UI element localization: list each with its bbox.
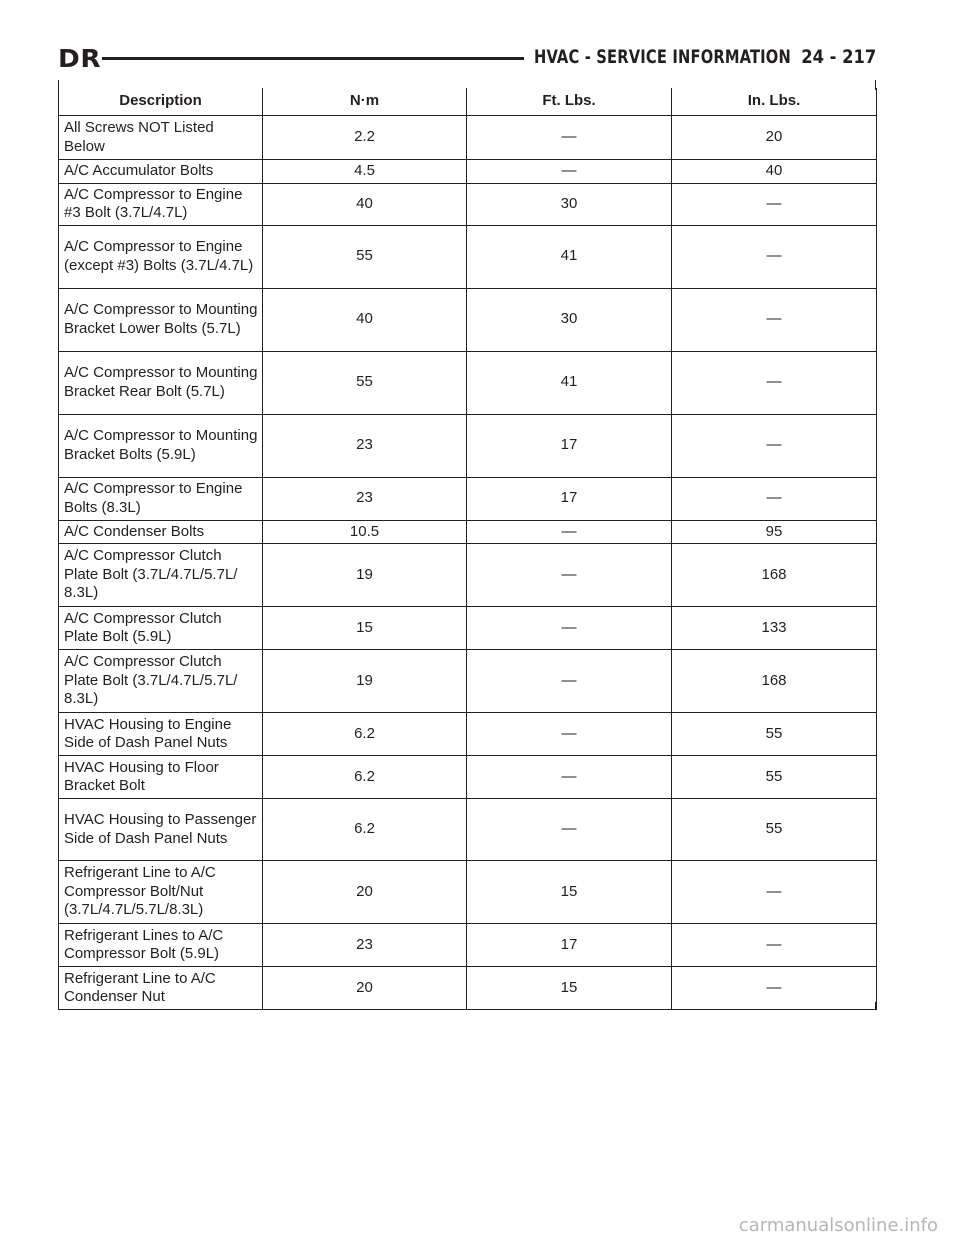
cell-ft-lbs: 17 (467, 414, 672, 477)
table-row (59, 924, 877, 967)
cell-description: HVAC Housing to Passenger Side of Dash Panel Nuts (59, 799, 263, 861)
cell-nm: 15 (263, 607, 467, 650)
cell-ft-lbs: — (467, 756, 672, 799)
cell-in-lbs: — (672, 351, 877, 414)
cell-description: A/C Compressor Clutch Plate Bolt (3.7L/4.7L/5.7L/ 8.3L) (59, 650, 263, 713)
cell-description: HVAC Housing to Floor Bracket Bolt (59, 756, 263, 799)
cell-ft-lbs: 17 (467, 477, 672, 520)
column-header-nm: N·m (263, 88, 467, 116)
cell-description: HVAC Housing to Engine Side of Dash Panel Nuts (59, 713, 263, 756)
cell-nm: 23 (263, 477, 467, 520)
cell-nm: 55 (263, 351, 467, 414)
cell-in-lbs: 20 (672, 116, 877, 160)
cell-in-lbs: 168 (672, 544, 877, 607)
cell-description: A/C Compressor Clutch Plate Bolt (5.9L) (59, 607, 263, 650)
table-row (59, 756, 877, 799)
column-tick (262, 1002, 263, 1010)
table-row (59, 799, 877, 861)
torque-spec-table (58, 88, 877, 1010)
cell-ft-lbs: 30 (467, 288, 672, 351)
table-row (59, 288, 877, 351)
table-row (59, 650, 877, 713)
cell-in-lbs: 95 (672, 520, 877, 544)
cell-in-lbs: — (672, 861, 877, 924)
column-tick (58, 1002, 59, 1010)
cell-nm: 20 (263, 967, 467, 1010)
cell-nm: 19 (263, 544, 467, 607)
cell-nm: 40 (263, 288, 467, 351)
cell-description: All Screws NOT Listed Below (59, 116, 263, 160)
cell-in-lbs: — (672, 967, 877, 1010)
cell-in-lbs: — (672, 414, 877, 477)
cell-in-lbs: 55 (672, 799, 877, 861)
table-row (59, 713, 877, 756)
header-rule (102, 57, 524, 60)
cell-description: A/C Accumulator Bolts (59, 160, 263, 184)
cell-nm: 40 (263, 183, 467, 225)
cell-description: A/C Compressor Clutch Plate Bolt (3.7L/4.7L/5.7L/ 8.3L) (59, 544, 263, 607)
section-title: HVAC - SERVICE INFORMATION (534, 46, 791, 68)
cell-in-lbs: 55 (672, 756, 877, 799)
table-row (59, 414, 877, 477)
cell-nm: 2.2 (263, 116, 467, 160)
cell-in-lbs: — (672, 183, 877, 225)
cell-nm: 10.5 (263, 520, 467, 544)
cell-ft-lbs: 30 (467, 183, 672, 225)
table-row (59, 520, 877, 544)
table-row (59, 477, 877, 520)
table-row (59, 351, 877, 414)
cell-description: A/C Condenser Bolts (59, 520, 263, 544)
cell-description: A/C Compressor to Mounting Bracket Rear Bolt (5.7L) (59, 351, 263, 414)
cell-ft-lbs: — (467, 713, 672, 756)
cell-nm: 6.2 (263, 756, 467, 799)
cell-ft-lbs: — (467, 650, 672, 713)
cell-in-lbs: — (672, 288, 877, 351)
cell-ft-lbs: — (467, 160, 672, 184)
cell-in-lbs: 55 (672, 713, 877, 756)
cell-ft-lbs: 15 (467, 967, 672, 1010)
cell-nm: 19 (263, 650, 467, 713)
cell-description: Refrigerant Line to A/C Condenser Nut (59, 967, 263, 1010)
column-header-description: Description (59, 88, 263, 116)
cell-description: A/C Compressor to Mounting Bracket Bolts (5.9L) (59, 414, 263, 477)
cell-in-lbs: 168 (672, 650, 877, 713)
cell-description: Refrigerant Lines to A/C Compressor Bolt (5.9L) (59, 924, 263, 967)
cell-description: Refrigerant Line to A/C Compressor Bolt/Nut (3.7L/4.7L/5.7L/8.3L) (59, 861, 263, 924)
cell-nm: 23 (263, 414, 467, 477)
cell-nm: 23 (263, 924, 467, 967)
table-row (59, 607, 877, 650)
cell-in-lbs: 133 (672, 607, 877, 650)
table-bottom-ticks (58, 1002, 876, 1010)
column-header-ft-lbs: Ft. Lbs. (467, 88, 672, 116)
model-code: DR (58, 44, 102, 73)
cell-ft-lbs: — (467, 520, 672, 544)
page-header (58, 40, 876, 76)
cell-description: A/C Compressor to Engine #3 Bolt (3.7L/4.7L) (59, 183, 263, 225)
table-row (59, 861, 877, 924)
cell-in-lbs: 40 (672, 160, 877, 184)
cell-description: A/C Compressor to Engine Bolts (8.3L) (59, 477, 263, 520)
cell-description: A/C Compressor to Engine (except #3) Bolts (3.7L/4.7L) (59, 225, 263, 288)
cell-nm: 6.2 (263, 713, 467, 756)
column-header-in-lbs: In. Lbs. (672, 88, 877, 116)
table-row (59, 225, 877, 288)
column-tick (875, 1002, 876, 1010)
cell-in-lbs: — (672, 225, 877, 288)
table-row (59, 544, 877, 607)
cell-ft-lbs: — (467, 116, 672, 160)
table-row (59, 183, 877, 225)
cell-in-lbs: — (672, 477, 877, 520)
cell-ft-lbs: — (467, 799, 672, 861)
table-row (59, 116, 877, 160)
cell-ft-lbs: — (467, 544, 672, 607)
cell-nm: 55 (263, 225, 467, 288)
cell-ft-lbs: — (467, 607, 672, 650)
cell-in-lbs: — (672, 924, 877, 967)
cell-nm: 6.2 (263, 799, 467, 861)
cell-nm: 20 (263, 861, 467, 924)
cell-ft-lbs: 41 (467, 351, 672, 414)
column-tick (671, 1002, 672, 1010)
column-tick (466, 1002, 467, 1010)
cell-description: A/C Compressor to Mounting Bracket Lower Bolts (5.7L) (59, 288, 263, 351)
page-number: 24 - 217 (800, 46, 876, 68)
table-row (59, 160, 877, 184)
table-header-row (59, 88, 877, 116)
cell-ft-lbs: 17 (467, 924, 672, 967)
watermark: carmanualsonline.info (738, 1215, 938, 1236)
cell-ft-lbs: 41 (467, 225, 672, 288)
cell-ft-lbs: 15 (467, 861, 672, 924)
cell-nm: 4.5 (263, 160, 467, 184)
